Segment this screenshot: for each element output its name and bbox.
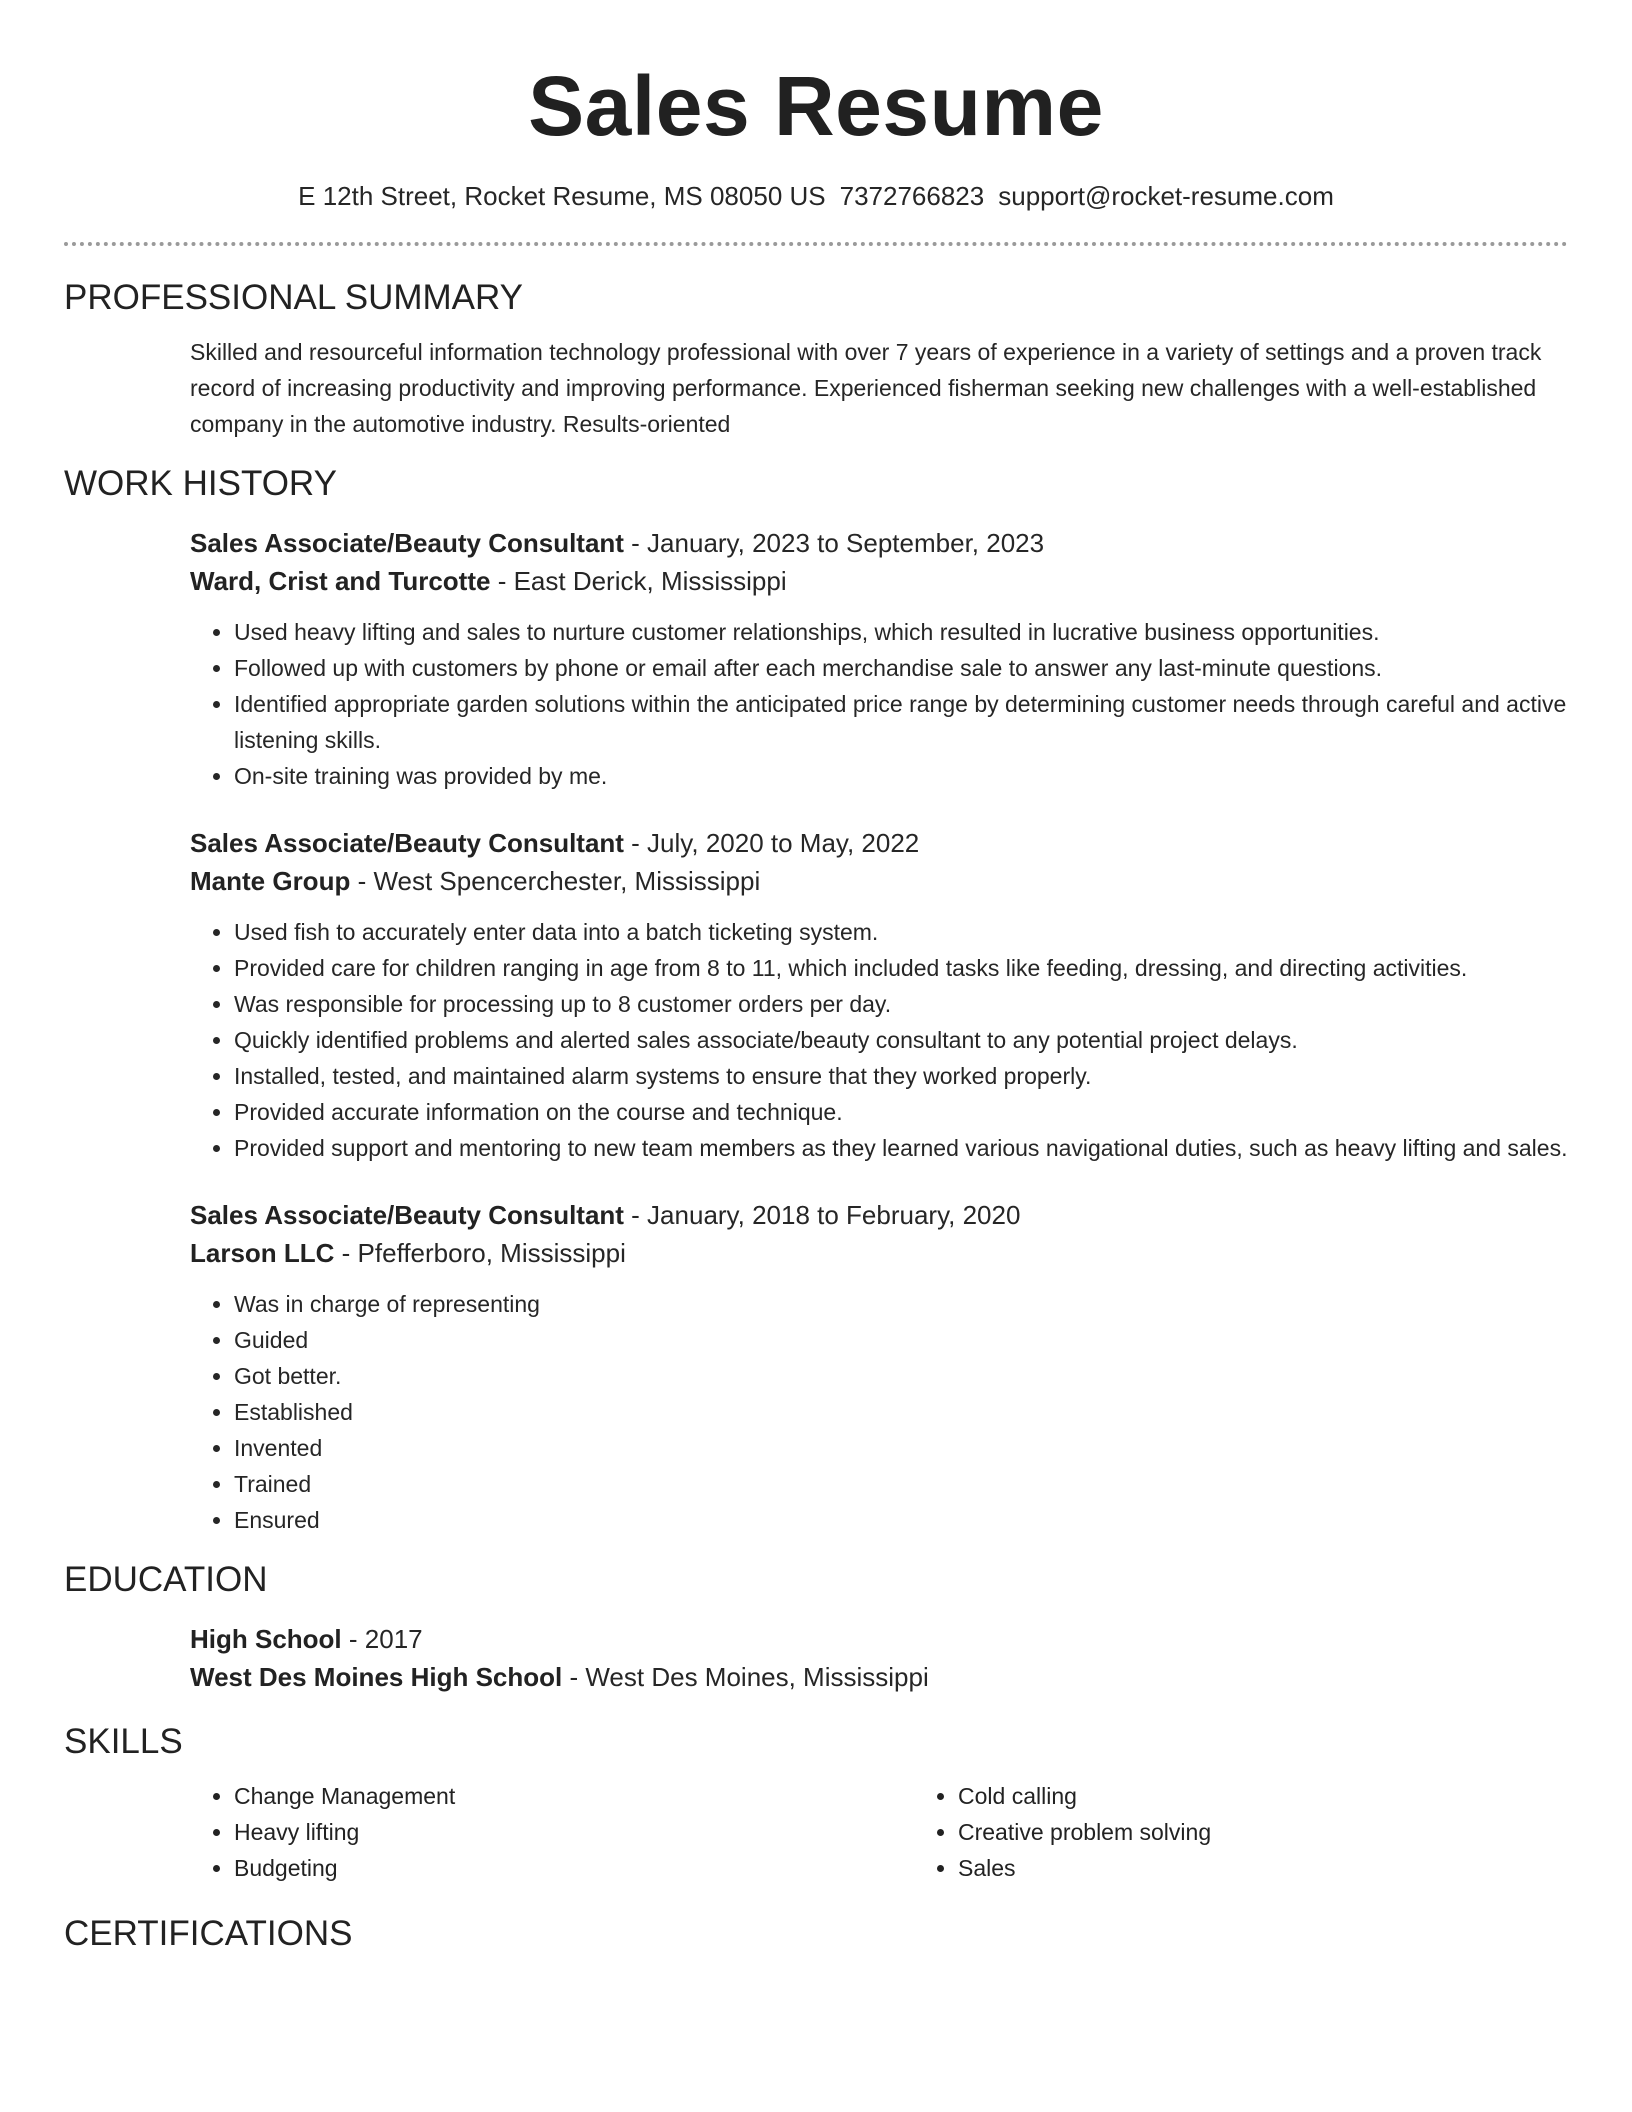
job-role: Sales Associate/Beauty Consultant bbox=[190, 528, 624, 558]
job-role: Sales Associate/Beauty Consultant bbox=[190, 1200, 624, 1230]
job-location: - Pfefferboro, Mississippi bbox=[334, 1238, 626, 1268]
summary-text: Skilled and resourceful information technology professional with over 7 years of experience in a variety of settings and a proven track record of increasing productivity and improving performance. Experienced fisherman seeking new challenges with a well-established company in the automotive industry. Results-oriented bbox=[190, 339, 1542, 437]
job-company-line bbox=[190, 1234, 1568, 1272]
contact-email: support@rocket-resume.com bbox=[998, 181, 1334, 211]
education-school-line bbox=[190, 1658, 1568, 1696]
job-bullet: • On-site training was provided by me. bbox=[234, 758, 1568, 794]
skills-column-left bbox=[190, 1778, 914, 1886]
job-bullet: • Followed up with customers by phone or email after each merchandise sale to answer any last-minute questions. bbox=[234, 650, 1568, 686]
job-bullet: • Was responsible for processing up to 8 customer orders per day. bbox=[234, 986, 1568, 1022]
skill-item: • Change Management bbox=[234, 1778, 914, 1814]
job-bullets bbox=[190, 914, 1568, 1166]
job-company-line bbox=[190, 562, 1568, 600]
certifications-section bbox=[64, 1912, 1568, 1956]
summary-section bbox=[64, 276, 1568, 442]
job-bullet: • Provided accurate information on the course and technique. bbox=[234, 1094, 1568, 1130]
skill-item: • Cold calling bbox=[958, 1778, 1632, 1814]
education-degree-line bbox=[190, 1620, 1568, 1658]
skill-item: • Budgeting bbox=[234, 1850, 914, 1886]
job-location: - East Derick, Mississippi bbox=[490, 566, 787, 596]
job-dates: - January, 2023 to September, 2023 bbox=[623, 528, 1045, 558]
job-bullet: • Installed, tested, and maintained alarm systems to ensure that they worked properly. bbox=[234, 1058, 1568, 1094]
certifications-title: CERTIFICATIONS bbox=[64, 1914, 353, 1953]
education-year: - 2017 bbox=[341, 1624, 423, 1654]
skill-item: • Sales bbox=[958, 1850, 1632, 1886]
job-entry bbox=[190, 824, 1568, 1166]
skills-column-right bbox=[914, 1778, 1632, 1886]
job-bullet: • Invented bbox=[234, 1430, 1568, 1466]
contact-address: E 12th Street, Rocket Resume, MS 08050 US bbox=[298, 181, 826, 211]
resume-name: Sales Resume bbox=[528, 59, 1104, 153]
skills-columns bbox=[190, 1778, 1568, 1886]
contact-line bbox=[64, 179, 1568, 213]
summary-title: PROFESSIONAL SUMMARY bbox=[64, 278, 523, 317]
job-bullet: • Guided bbox=[234, 1322, 1568, 1358]
job-bullet: • Used fish to accurately enter data into a batch ticketing system. bbox=[234, 914, 1568, 950]
education-degree: High School bbox=[190, 1624, 342, 1654]
job-bullets bbox=[190, 1286, 1568, 1538]
job-bullet: • Got better. bbox=[234, 1358, 1568, 1394]
skills-title: SKILLS bbox=[64, 1722, 183, 1761]
job-company: Mante Group bbox=[190, 866, 351, 896]
work-section bbox=[64, 462, 1568, 1538]
job-company-line bbox=[190, 862, 1568, 900]
education-school: West Des Moines High School bbox=[190, 1662, 563, 1692]
skill-item: • Creative problem solving bbox=[958, 1814, 1632, 1850]
contact-phone: 7372766823 bbox=[839, 181, 985, 211]
job-bullet: • Quickly identified problems and alerted sales associate/beauty consultant to any potential project delays. bbox=[234, 1022, 1568, 1058]
skills-section bbox=[64, 1720, 1568, 1886]
job-entry bbox=[190, 524, 1568, 794]
job-role: Sales Associate/Beauty Consultant bbox=[190, 828, 624, 858]
job-role-line bbox=[190, 524, 1568, 562]
education-section bbox=[64, 1558, 1568, 1696]
job-role-line bbox=[190, 824, 1568, 862]
job-role-line bbox=[190, 1196, 1568, 1234]
job-bullets bbox=[190, 614, 1568, 794]
job-bullet: • Established bbox=[234, 1394, 1568, 1430]
skill-item: • Heavy lifting bbox=[234, 1814, 914, 1850]
education-title: EDUCATION bbox=[64, 1560, 268, 1599]
job-company: Larson LLC bbox=[190, 1238, 335, 1268]
header-divider bbox=[64, 242, 1568, 246]
work-title: WORK HISTORY bbox=[64, 464, 337, 503]
job-bullet: • Identified appropriate garden solutions within the anticipated price range by determining customer needs through careful and active listening skills. bbox=[234, 686, 1568, 758]
job-bullet: • Used heavy lifting and sales to nurture customer relationships, which resulted in lucrative business opportunities. bbox=[234, 614, 1568, 650]
job-location: - West Spencerchester, Mississippi bbox=[350, 866, 761, 896]
job-bullet: • Was in charge of representing bbox=[234, 1286, 1568, 1322]
education-location: - West Des Moines, Mississippi bbox=[562, 1662, 929, 1692]
job-bullet: • Provided care for children ranging in age from 8 to 11, which included tasks like feeding, dressing, and directing activities. bbox=[234, 950, 1568, 986]
job-bullet: • Trained bbox=[234, 1466, 1568, 1502]
job-dates: - January, 2018 to February, 2020 bbox=[623, 1200, 1021, 1230]
job-bullet: • Provided support and mentoring to new team members as they learned various navigational duties, such as heavy lifting and sales. bbox=[234, 1130, 1568, 1166]
job-company: Ward, Crist and Turcotte bbox=[190, 566, 491, 596]
job-entry bbox=[190, 1196, 1568, 1538]
job-dates: - July, 2020 to May, 2022 bbox=[623, 828, 920, 858]
job-bullet: • Ensured bbox=[234, 1502, 1568, 1538]
